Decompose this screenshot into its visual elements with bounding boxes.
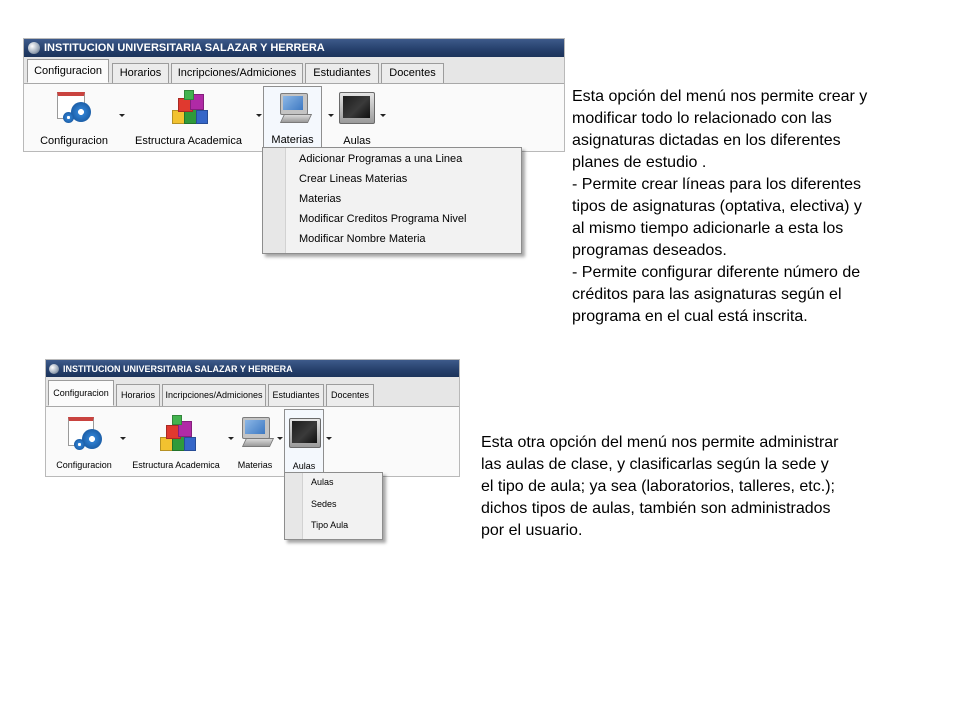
ribbon-estructura-button[interactable] (126, 86, 251, 148)
laptop-icon (276, 93, 312, 127)
menu-item-adicionar-programas[interactable]: Adicionar Programas a una Linea (299, 153, 463, 165)
tab-horarios[interactable]: Horarios (116, 384, 160, 406)
tab-configuracion[interactable]: Configuracion (27, 59, 109, 83)
app-icon (28, 42, 40, 54)
tab-estudiantes[interactable]: Estudiantes (305, 63, 379, 83)
ribbon-aulas-label: Aulas (292, 461, 316, 471)
tab-inscripciones[interactable]: Incripciones/Admiciones (171, 63, 303, 83)
tab-inscripciones[interactable]: Incripciones/Admiciones (162, 384, 266, 406)
building-blocks-icon (168, 90, 208, 128)
configuration-icon (57, 90, 93, 126)
ribbon-aulas-button[interactable] (284, 409, 324, 473)
aulas-dropdown-menu (284, 472, 383, 540)
desc1-line: Esta opción del menú nos permite crear y (572, 88, 868, 105)
ribbon-materias-label: Materias (237, 460, 273, 470)
desc1-line: créditos para las asignaturas según el (572, 286, 842, 303)
ribbon (46, 407, 459, 476)
tab-horarios[interactable]: Horarios (112, 63, 169, 83)
aulas-dropdown-arrow[interactable] (326, 437, 332, 440)
menu-item-sedes[interactable]: Sedes (311, 499, 337, 509)
desc1-line: modificar todo lo relacionado con las (572, 110, 832, 127)
aulas-dropdown-arrow[interactable] (380, 114, 386, 117)
desc2-line: dichos tipos de aulas, también son administrados (481, 500, 831, 517)
ribbon-estructura-label: Estructura Academica (132, 460, 220, 470)
ribbon (24, 84, 564, 151)
tab-docentes[interactable]: Docentes (381, 63, 444, 83)
ribbon-estructura-button[interactable] (126, 409, 226, 473)
estructura-dropdown-arrow[interactable] (256, 114, 262, 117)
tab-bar (24, 57, 564, 84)
tab-bar (46, 377, 459, 407)
building-blocks-icon (156, 415, 196, 455)
desc1-line: - Permite configurar diferente número de (572, 264, 861, 281)
desc2-line: el tipo de aula; ya sea (laboratorios, talleres, etc.); (481, 478, 835, 495)
desc1-line: programas deseados. (572, 242, 727, 259)
app-window-aulas (45, 359, 460, 477)
title-bar (46, 360, 459, 377)
ribbon-aulas-label: Aulas (343, 135, 371, 147)
desc1-line: tipos de asignaturas (optativa, electiva) y (572, 198, 862, 215)
tab-estudiantes[interactable]: Estudiantes (268, 384, 324, 406)
desc2-line: Esta otra opción del menú nos permite administrar (481, 434, 839, 451)
window-title: INSTITUCION UNIVERSITARIA SALAZAR Y HERRERA (44, 42, 325, 54)
tab-docentes[interactable]: Docentes (326, 384, 374, 406)
desc1-line: - Permite crear líneas para los diferentes (572, 176, 862, 193)
desc1-line: planes de estudio . (572, 154, 707, 171)
menu-item-aulas[interactable]: Aulas (311, 477, 334, 487)
menu-item-modificar-creditos[interactable]: Modificar Creditos Programa Nivel (299, 213, 467, 225)
laptop-icon (238, 417, 274, 451)
ribbon-configuracion-label: Configuracion (56, 460, 112, 470)
tab-configuracion[interactable]: Configuracion (48, 380, 114, 406)
app-icon (49, 364, 59, 374)
menu-item-crear-lineas[interactable]: Crear Lineas Materias (299, 173, 408, 185)
ribbon-materias-button[interactable] (234, 409, 276, 473)
desc2-line: las aulas de clase, y clasificarlas según la sede y (481, 456, 829, 473)
monitor-icon (287, 418, 323, 452)
ribbon-configuracion-button[interactable] (48, 409, 120, 473)
description-materias (572, 86, 960, 328)
desc1-line: asignaturas dictadas en los diferentes (572, 132, 841, 149)
menu-item-materias[interactable]: Materias (299, 193, 342, 205)
title-bar (24, 39, 564, 57)
configuration-icon (68, 415, 104, 453)
description-aulas (481, 432, 951, 542)
materias-dropdown-menu (262, 147, 522, 254)
menu-item-modificar-nombre[interactable]: Modificar Nombre Materia (299, 233, 426, 245)
configuracion-dropdown-arrow[interactable] (119, 114, 125, 117)
ribbon-configuracion-button[interactable] (29, 86, 119, 148)
desc2-line: por el usuario. (481, 522, 583, 539)
ribbon-configuracion-label: Configuracion (40, 135, 108, 147)
menu-item-tipo-aula[interactable]: Tipo Aula (311, 520, 349, 530)
desc1-line: al mismo tiempo adicionarle a esta los (572, 220, 844, 237)
app-window-materias (23, 38, 565, 152)
ribbon-estructura-label: Estructura Academica (135, 135, 242, 147)
ribbon-aulas-button[interactable] (333, 86, 381, 148)
ribbon-materias-label: Materias (271, 134, 314, 146)
monitor-icon (337, 92, 377, 128)
desc1-line: programa en el cual está inscrita. (572, 308, 808, 325)
ribbon-materias-button[interactable] (263, 86, 322, 148)
materias-dropdown-arrow[interactable] (277, 437, 283, 440)
window-title: INSTITUCION UNIVERSITARIA SALAZAR Y HERRERA (63, 363, 293, 374)
